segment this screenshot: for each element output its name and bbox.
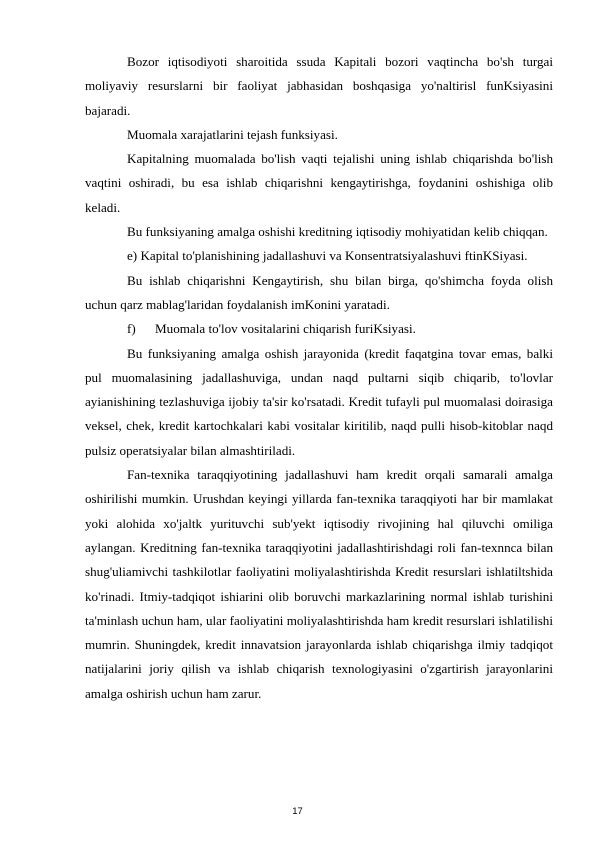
paragraph-money-circulation: Bu funksiyaning amalga oshish jarayonida (kredit faqatgina tovar emas, balki pul muomalasining jadallashuviga, undan naqd pultarni siqib chiqarib, to'lovlar ayianishining tezlashuviga ijobiy ta'sir ko'rsatadi. Kredit tufayli pul muomalasi doirasiga veksel, chek, kredit kartochkalari kabi vositalar kiritilib, naqd pulli hisob-kitoblar naqd pulsiz operatsiyalar bilan almashtiriladi. <box>85 345 553 458</box>
document-body <box>85 50 553 706</box>
page-number: 17 <box>292 806 303 817</box>
paragraph-function-essence: Bu funksiyaning amalga oshishi kreditning iqtisodiy mohiyatidan kelib chiqqan. <box>127 224 548 240</box>
list-marker-f: f) <box>127 321 136 337</box>
list-item-f-payment-means <box>85 317 553 341</box>
paragraph-credit-market: Bozor iqtisodiyoti sharoitida ssuda Kapitali bozori vaqtincha bo'sh turgai moliyaviy resurslarni bir faoliyat jabhasidan boshqasiga yo'naltirisl funKsiyasini bajaradi. <box>85 54 553 118</box>
list-item-f-text: Muomala to'lov vositalarini chiqarish furiKsiyasi. <box>155 321 416 337</box>
paragraph-capital-circulation: Kapitalning muomalada bo'lish vaqti tejalishi uning ishlab chiqarishda bo'lish vaqtini oshiradi, bu esa ishlab chiqarishni kengaytirishga, foydanini oshishiga olib keladi. <box>85 151 553 215</box>
paragraph-science-technology: Fan-texnika taraqqiyotining jadallashuvi ham kredit orqali samarali amalga oshirilishi mumkin. Urushdan keyingi yillarda fan-texnika taraqqiyoti har bir mamlakat yoki alohida xo'jaltk yurituvchi sub'yekt iqtisodiy rivojining hal qiluvchi omiliga aylangan. Kreditning fan-texnika taraqqiyotini jadallashtirishdagi roli fan-texnnca bilan shug'uliamivchi tashkilotlar faoliyatini moliyalashtirishda Kredit resurslari ishlatiltshida ko'rinadi. Itmiy-tadqiqot ishiarini olib boruvchi markazlarining normal ishlab turishini ta'minlash uchun ham, ular faoliyatini moliyalashtirishda ham kredit resurslari ishlatilishi mumrin. Shuningdek, kredit innavatsion jarayonlarda ishlab chiqarishga ilmiy tadqiqot natijalarini joriy qilish va ishlab chiqarish texnologiyasini o'zgartirish jarayonlarini amalga oshirish uchun ham zarur. <box>85 467 553 701</box>
heading-cost-saving-function: Muomala xarajatlarini tejash funksiyasi. <box>127 126 338 142</box>
paragraph-production-expansion: Bu ishlab chiqarishni Kengaytirish, shu bilan birga, qo'shimcha foyda olish uchun qarz mablag'laridan foydalanish imKonini yaratadi. <box>85 272 553 312</box>
list-item-e-capital-concentration: e) Kapital to'planishining jadallashuvi va Konsentratsiyalashuvi ftinKSiyasi. <box>127 248 528 264</box>
